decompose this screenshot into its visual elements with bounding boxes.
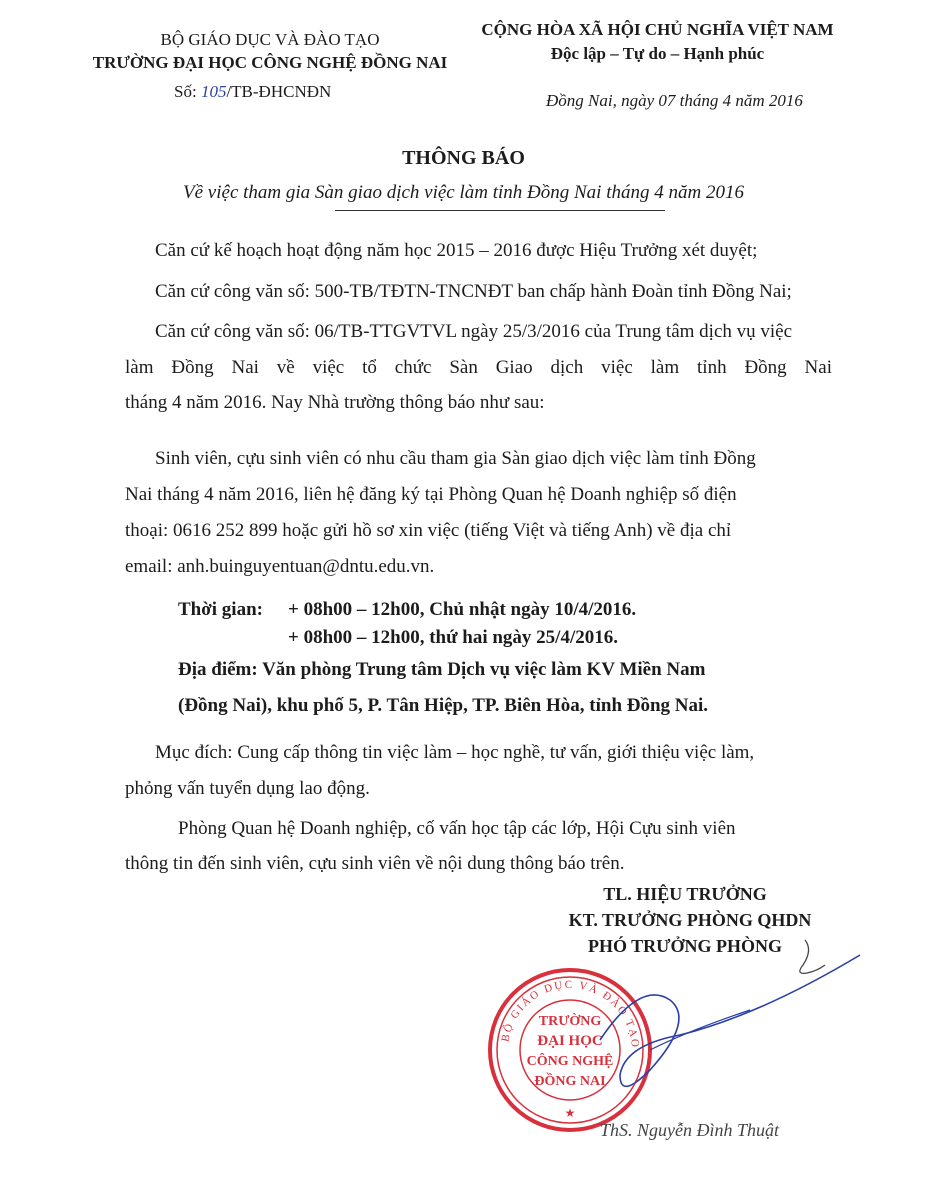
venue-line2: (Đồng Nai), khu phố 5, P. Tân Hiệp, TP. Biên Hòa, tỉnh Đồng Nai.	[178, 695, 709, 716]
ministry-name: BỘ GIÁO DỤC VÀ ĐÀO TẠO	[160, 30, 380, 49]
notice-line3: thoại: 0616 252 899 hoặc gửi hồ sơ xin việc (tiếng Việt và tiếng Anh) về địa chỉ	[125, 520, 732, 541]
stamp-text-mid2: CÔNG NGHỆ	[526, 1054, 614, 1069]
handwritten-signature	[560, 930, 890, 1130]
basis-3-line1: Căn cứ công văn số: 06/TB-TTGVTVL ngày 25/3/2016 của Trung tâm dịch vụ việc	[155, 321, 793, 342]
place-date: Đồng Nai, ngày 07 tháng 4 năm 2016	[546, 91, 803, 110]
notice-line4: email: anh.buinguyentuan@dntu.edu.vn.	[125, 556, 435, 577]
time-slot-2: + 08h00 – 12h00, thứ hai ngày 25/4/2016.	[288, 627, 618, 648]
motto: Độc lập – Tự do – Hạnh phúc	[550, 44, 765, 63]
notice-title: THÔNG BÁO	[402, 147, 525, 169]
closing-line1: Phòng Quan hệ Doanh nghiệp, cố vấn học tập các lớp, Hội Cựu sinh viên	[178, 818, 736, 839]
stamp-ring-text: BỘ GIÁO DỤC VÀ ĐÀO TẠO	[499, 978, 642, 1050]
stamp-text-top: TRƯỜNG	[538, 1014, 602, 1029]
purpose-line1: Mục đích: Cung cấp thông tin việc làm – học nghề, tư vấn, giới thiệu việc làm,	[155, 742, 755, 763]
doc-number-suffix: /TB-ĐHCNĐN	[226, 82, 332, 101]
stamp-text-bottom: ĐỒNG NAI	[534, 1074, 606, 1089]
doc-number-prefix: Số:	[174, 82, 201, 101]
university-name: TRƯỜNG ĐẠI HỌC CÔNG NGHỆ ĐỒNG NAI	[92, 53, 448, 72]
purpose-line2: phỏng vấn tuyển dụng lao động.	[125, 778, 370, 799]
time-label: Thời gian:	[178, 599, 263, 620]
signer-name: ThS. Nguyễn Đình Thuật	[600, 1120, 780, 1140]
stamp-text-mid1: ĐẠI HỌC	[537, 1033, 603, 1049]
signature-line2: KT. TRƯỞNG PHÒNG QHDN	[568, 910, 812, 930]
closing-line2: thông tin đến sinh viên, cựu sinh viên về nội dung thông báo trên.	[125, 853, 625, 874]
notice-line1: Sinh viên, cựu sinh viên có nhu cầu tham gia Sàn giao dịch việc làm tỉnh Đồng	[155, 448, 756, 469]
country-name: CỘNG HÒA XÃ HỘI CHỦ NGHĨA VIỆT NAM	[481, 20, 834, 39]
subtitle-underline	[335, 210, 665, 211]
notice-subtitle: Về việc tham gia Sàn giao dịch việc làm tỉnh Đồng Nai tháng 4 năm 2016	[183, 182, 744, 203]
doc-number	[174, 82, 331, 102]
basis-3-line2: làm Đồng Nai về việc tổ chức Sàn Giao dịch việc làm tỉnh Đồng Nai	[125, 357, 832, 378]
basis-3-line3: tháng 4 năm 2016. Nay Nhà trường thông báo như sau:	[125, 392, 545, 413]
basis-1: Căn cứ kế hoạch hoạt động năm học 2015 – 2016 được Hiệu Trưởng xét duyệt;	[155, 240, 758, 261]
venue-line1: Địa điểm: Văn phòng Trung tâm Dịch vụ việc làm KV Miền Nam	[178, 659, 706, 680]
time-slot-1: + 08h00 – 12h00, Chủ nhật ngày 10/4/2016.	[288, 599, 637, 620]
stamp-star-icon: ★	[564, 1106, 576, 1120]
basis-2: Căn cứ công văn số: 500-TB/TĐTN-TNCNĐT ban chấp hành Đoàn tỉnh Đồng Nai;	[155, 281, 792, 302]
doc-number-handwritten: 105	[200, 82, 227, 101]
signature-line1: TL. HIỆU TRƯỞNG	[603, 884, 767, 904]
signature-line3: PHÓ TRƯỞNG PHÒNG	[587, 936, 782, 956]
notice-line2: Nai tháng 4 năm 2016, liên hệ đăng ký tại Phòng Quan hệ Doanh nghiệp số điện	[125, 484, 737, 505]
